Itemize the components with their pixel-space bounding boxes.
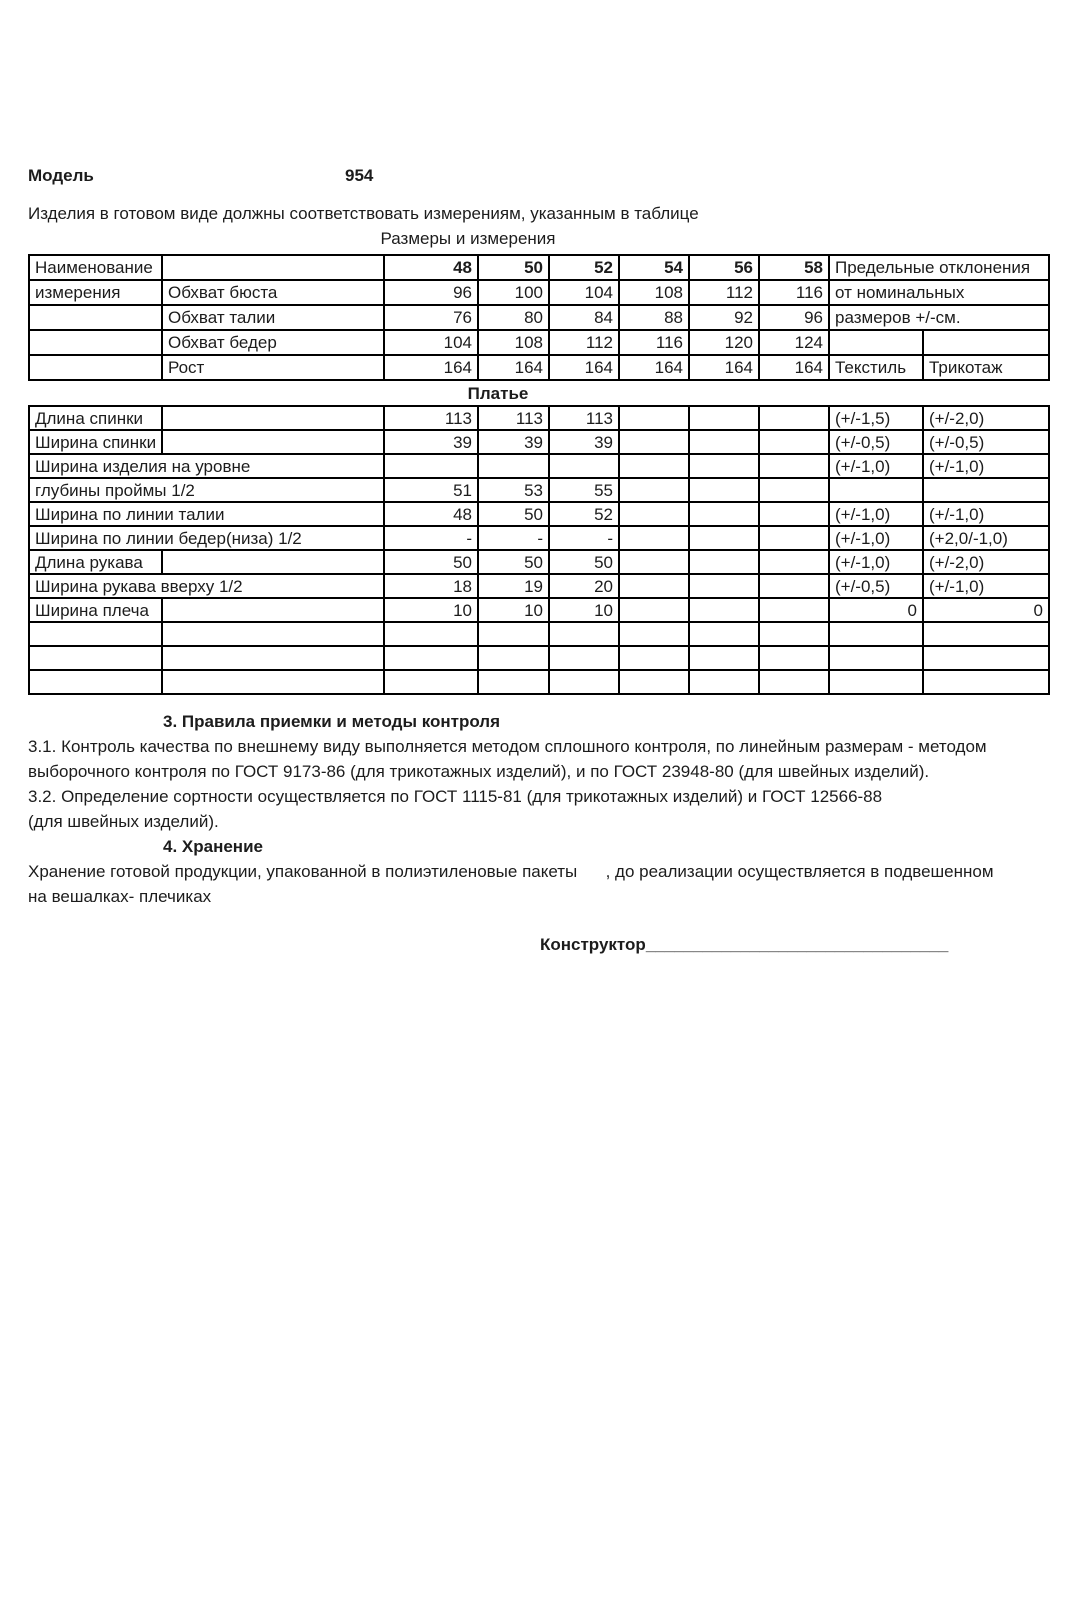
tolerance-knitwear-cell: (+/-1,0) bbox=[923, 502, 1049, 526]
size-value-cell bbox=[384, 646, 478, 670]
dress-section-title: Платье bbox=[467, 384, 529, 403]
size-value-cell bbox=[689, 526, 759, 550]
size-value-cell: 113 bbox=[478, 406, 549, 430]
measurement-label-cell bbox=[29, 646, 162, 670]
tolerance-textile-cell bbox=[829, 330, 923, 355]
size-value-cell bbox=[478, 454, 549, 478]
size-value-cell bbox=[549, 622, 619, 646]
acceptance-line: 3.2. Определение сортности осуществляется по ГОСТ 1115-81 (для трикотажных изделий) и ГОСТ 12566-88 bbox=[28, 787, 883, 806]
empty-cell bbox=[162, 550, 384, 574]
tolerance-knitwear-cell bbox=[923, 646, 1049, 670]
tolerance-textile-cell: Текстиль bbox=[829, 355, 923, 380]
size-value-cell bbox=[619, 670, 689, 694]
size-value-cell: 104 bbox=[384, 330, 478, 355]
acceptance-line: выборочного контроля по ГОСТ 9173-86 (для трикотажных изделий), и по ГОСТ 23948-80 (для швейных изделий). bbox=[28, 762, 930, 781]
measurement-label-cell: Длина спинки bbox=[29, 406, 162, 430]
tolerance-textile-cell: (+/-0,5) bbox=[829, 574, 923, 598]
table-row bbox=[29, 280, 1049, 305]
tolerance-textile-cell bbox=[829, 622, 923, 646]
size-value-cell: 96 bbox=[384, 280, 478, 305]
size-value-cell: 10 bbox=[384, 598, 478, 622]
acceptance-line: 3.1. Контроль качества по внешнему виду выполняется методом сплошного контроля, по линейным размерам - методом bbox=[28, 737, 987, 756]
size-value-cell: 112 bbox=[689, 280, 759, 305]
tolerance-textile-cell bbox=[829, 670, 923, 694]
empty-cell bbox=[162, 670, 384, 694]
size-value-cell: 39 bbox=[549, 430, 619, 454]
size-value-cell: 20 bbox=[549, 574, 619, 598]
size-value-cell bbox=[549, 454, 619, 478]
table-row bbox=[29, 305, 1049, 330]
size-value-cell bbox=[619, 502, 689, 526]
size-value-cell bbox=[619, 526, 689, 550]
sizes-table-title: Размеры и измерения bbox=[380, 229, 556, 248]
size-value-cell: 164 bbox=[478, 355, 549, 380]
size-value-cell: 164 bbox=[619, 355, 689, 380]
table-row bbox=[29, 598, 1049, 622]
empty-cell bbox=[162, 406, 384, 430]
size-value-cell bbox=[619, 550, 689, 574]
tolerance-textile-cell: (+/-1,0) bbox=[829, 502, 923, 526]
tolerance-textile-cell bbox=[829, 646, 923, 670]
size-value-cell: 96 bbox=[759, 305, 829, 330]
tolerance-knitwear-cell bbox=[923, 478, 1049, 502]
size-value-cell: 39 bbox=[384, 430, 478, 454]
size-value-cell: 19 bbox=[478, 574, 549, 598]
table-row bbox=[29, 574, 1049, 598]
size-value-cell bbox=[689, 574, 759, 598]
tolerance-knitwear-cell: (+2,0/-1,0) bbox=[923, 526, 1049, 550]
header-empty-cell bbox=[162, 255, 384, 280]
measurement-label-cell: Длина рукава bbox=[29, 550, 162, 574]
size-value-cell: 113 bbox=[384, 406, 478, 430]
size-value-cell bbox=[619, 478, 689, 502]
size-header-cell: 52 bbox=[549, 255, 619, 280]
size-value-cell bbox=[384, 670, 478, 694]
size-value-cell: 108 bbox=[478, 330, 549, 355]
tolerance-knitwear-cell bbox=[923, 330, 1049, 355]
storage-line: на вешалках- плечиках bbox=[28, 887, 212, 906]
size-value-cell: 120 bbox=[689, 330, 759, 355]
size-value-cell bbox=[759, 430, 829, 454]
size-value-cell bbox=[478, 646, 549, 670]
size-value-cell bbox=[689, 622, 759, 646]
size-value-cell bbox=[619, 430, 689, 454]
table-row bbox=[29, 355, 1049, 380]
tolerance-header-cell: Предельные отклонения bbox=[829, 255, 1049, 280]
row-group-cell bbox=[29, 330, 162, 355]
tolerance-textile-cell: (+/-1,0) bbox=[829, 526, 923, 550]
model-label: Модель bbox=[28, 166, 94, 185]
measurement-label-cell: Ширина рукава вверху 1/2 bbox=[29, 574, 384, 598]
model-row bbox=[28, 165, 1050, 187]
size-value-cell bbox=[759, 550, 829, 574]
tolerance-note-cell: от номинальных bbox=[829, 280, 1049, 305]
row-group-cell bbox=[29, 305, 162, 330]
size-value-cell: 18 bbox=[384, 574, 478, 598]
storage-line: Хранение готовой продукции, упакованной в полиэтиленовые пакеты , до реализации осуществляется в подвешенном bbox=[28, 862, 994, 881]
size-value-cell: 124 bbox=[759, 330, 829, 355]
size-value-cell bbox=[619, 454, 689, 478]
tolerance-note-cell: размеров +/-см. bbox=[829, 305, 1049, 330]
size-value-cell bbox=[549, 646, 619, 670]
tolerance-textile-cell bbox=[829, 478, 923, 502]
size-value-cell bbox=[689, 478, 759, 502]
storage-section-title: 4. Хранение bbox=[163, 837, 263, 856]
row-group-cell bbox=[29, 355, 162, 380]
size-value-cell bbox=[384, 622, 478, 646]
size-value-cell: 92 bbox=[689, 305, 759, 330]
size-value-cell bbox=[759, 622, 829, 646]
tolerance-knitwear-cell bbox=[923, 670, 1049, 694]
measurement-label-cell: Обхват бедер bbox=[162, 330, 384, 355]
tolerance-knitwear-cell: (+/-2,0) bbox=[923, 406, 1049, 430]
size-value-cell: 164 bbox=[689, 355, 759, 380]
size-value-cell: 52 bbox=[549, 502, 619, 526]
size-value-cell: 39 bbox=[478, 430, 549, 454]
size-value-cell: 116 bbox=[619, 330, 689, 355]
tolerance-textile-cell: (+/-1,0) bbox=[829, 454, 923, 478]
tolerance-textile-cell: (+/-1,0) bbox=[829, 550, 923, 574]
row-group-cell: измерения bbox=[29, 280, 162, 305]
empty-cell bbox=[162, 622, 384, 646]
size-value-cell: - bbox=[384, 526, 478, 550]
size-value-cell bbox=[689, 502, 759, 526]
size-value-cell bbox=[384, 454, 478, 478]
size-value-cell bbox=[759, 454, 829, 478]
document-page bbox=[28, 0, 1050, 957]
table-row bbox=[29, 454, 1049, 478]
tolerance-textile-cell: (+/-0,5) bbox=[829, 430, 923, 454]
size-header-cell: 50 bbox=[478, 255, 549, 280]
table-row bbox=[29, 255, 1049, 280]
size-value-cell bbox=[619, 646, 689, 670]
sizes-table bbox=[28, 254, 1050, 381]
size-value-cell: 100 bbox=[478, 280, 549, 305]
tolerance-knitwear-cell: (+/-1,0) bbox=[923, 454, 1049, 478]
size-value-cell bbox=[759, 526, 829, 550]
size-value-cell: - bbox=[549, 526, 619, 550]
signature-blank-line: ________________________________ bbox=[645, 935, 949, 954]
measurement-label-cell: Обхват бюста bbox=[162, 280, 384, 305]
size-value-cell: 50 bbox=[384, 550, 478, 574]
model-number: 954 bbox=[345, 166, 374, 185]
tolerance-knitwear-cell: (+/-0,5) bbox=[923, 430, 1049, 454]
intro-text: Изделия в готовом виде должны соответствовать измерениям, указанным в таблице bbox=[28, 204, 699, 223]
size-value-cell: 164 bbox=[759, 355, 829, 380]
signature-row bbox=[28, 932, 1050, 957]
size-value-cell bbox=[619, 406, 689, 430]
table-row bbox=[29, 430, 1049, 454]
measurement-label-cell: Рост bbox=[162, 355, 384, 380]
size-value-cell: 50 bbox=[478, 550, 549, 574]
table-row bbox=[29, 550, 1049, 574]
acceptance-section-title: 3. Правила приемки и методы контроля bbox=[163, 712, 501, 731]
rules-section bbox=[28, 709, 1050, 909]
empty-cell bbox=[162, 430, 384, 454]
size-value-cell bbox=[689, 598, 759, 622]
size-value-cell: 80 bbox=[478, 305, 549, 330]
table-row bbox=[29, 478, 1049, 502]
tolerance-knitwear-cell: 0 bbox=[923, 598, 1049, 622]
acceptance-line: (для швейных изделий). bbox=[28, 812, 219, 831]
size-value-cell bbox=[689, 550, 759, 574]
size-value-cell bbox=[689, 430, 759, 454]
tolerance-knitwear-cell: (+/-1,0) bbox=[923, 574, 1049, 598]
size-value-cell: 50 bbox=[549, 550, 619, 574]
tolerance-knitwear-cell: Трикотаж bbox=[923, 355, 1049, 380]
size-value-cell: 104 bbox=[549, 280, 619, 305]
size-header-cell: 56 bbox=[689, 255, 759, 280]
size-value-cell bbox=[689, 454, 759, 478]
size-header-cell: 54 bbox=[619, 255, 689, 280]
size-value-cell: 88 bbox=[619, 305, 689, 330]
header-name-cell: Наименование bbox=[29, 255, 162, 280]
size-value-cell bbox=[759, 598, 829, 622]
size-value-cell bbox=[478, 670, 549, 694]
size-value-cell: 84 bbox=[549, 305, 619, 330]
size-value-cell: 113 bbox=[549, 406, 619, 430]
signature-label: Конструктор bbox=[540, 935, 646, 954]
size-value-cell bbox=[619, 598, 689, 622]
size-value-cell bbox=[478, 622, 549, 646]
table-row bbox=[29, 670, 1049, 694]
measurement-label-cell: Ширина по линии бедер(низа) 1/2 bbox=[29, 526, 384, 550]
size-value-cell bbox=[689, 646, 759, 670]
size-value-cell bbox=[619, 574, 689, 598]
measurement-label-cell bbox=[29, 622, 162, 646]
measurement-label-cell: Обхват талии bbox=[162, 305, 384, 330]
size-value-cell bbox=[759, 502, 829, 526]
measurement-label-cell: Ширина плеча bbox=[29, 598, 162, 622]
size-header-cell: 58 bbox=[759, 255, 829, 280]
size-value-cell: 50 bbox=[478, 502, 549, 526]
table-row bbox=[29, 526, 1049, 550]
table-row bbox=[29, 646, 1049, 670]
table-row bbox=[29, 406, 1049, 430]
size-value-cell: 164 bbox=[384, 355, 478, 380]
size-value-cell bbox=[759, 646, 829, 670]
size-value-cell bbox=[759, 574, 829, 598]
size-value-cell bbox=[759, 478, 829, 502]
tolerance-knitwear-cell bbox=[923, 622, 1049, 646]
size-value-cell bbox=[689, 670, 759, 694]
size-value-cell: 55 bbox=[549, 478, 619, 502]
size-value-cell bbox=[689, 406, 759, 430]
size-value-cell bbox=[759, 670, 829, 694]
table-row bbox=[29, 622, 1049, 646]
size-value-cell: - bbox=[478, 526, 549, 550]
size-value-cell: 76 bbox=[384, 305, 478, 330]
measurement-label-cell: Ширина спинки bbox=[29, 430, 162, 454]
size-value-cell: 10 bbox=[478, 598, 549, 622]
size-value-cell bbox=[759, 406, 829, 430]
measurement-label-cell bbox=[29, 670, 162, 694]
tolerance-knitwear-cell: (+/-2,0) bbox=[923, 550, 1049, 574]
dress-table bbox=[28, 405, 1050, 695]
empty-cell bbox=[162, 598, 384, 622]
size-value-cell: 48 bbox=[384, 502, 478, 526]
empty-cell bbox=[162, 646, 384, 670]
size-value-cell: 164 bbox=[549, 355, 619, 380]
size-value-cell: 10 bbox=[549, 598, 619, 622]
measurement-label-cell: глубины проймы 1/2 bbox=[29, 478, 384, 502]
size-header-cell: 48 bbox=[384, 255, 478, 280]
measurement-label-cell: Ширина по линии талии bbox=[29, 502, 384, 526]
size-value-cell: 53 bbox=[478, 478, 549, 502]
size-value-cell bbox=[619, 622, 689, 646]
size-value-cell: 51 bbox=[384, 478, 478, 502]
measurement-label-cell: Ширина изделия на уровне bbox=[29, 454, 384, 478]
table-row bbox=[29, 502, 1049, 526]
tolerance-textile-cell: 0 bbox=[829, 598, 923, 622]
size-value-cell: 108 bbox=[619, 280, 689, 305]
size-value-cell bbox=[549, 670, 619, 694]
table-row bbox=[29, 330, 1049, 355]
tolerance-textile-cell: (+/-1,5) bbox=[829, 406, 923, 430]
size-value-cell: 116 bbox=[759, 280, 829, 305]
size-value-cell: 112 bbox=[549, 330, 619, 355]
